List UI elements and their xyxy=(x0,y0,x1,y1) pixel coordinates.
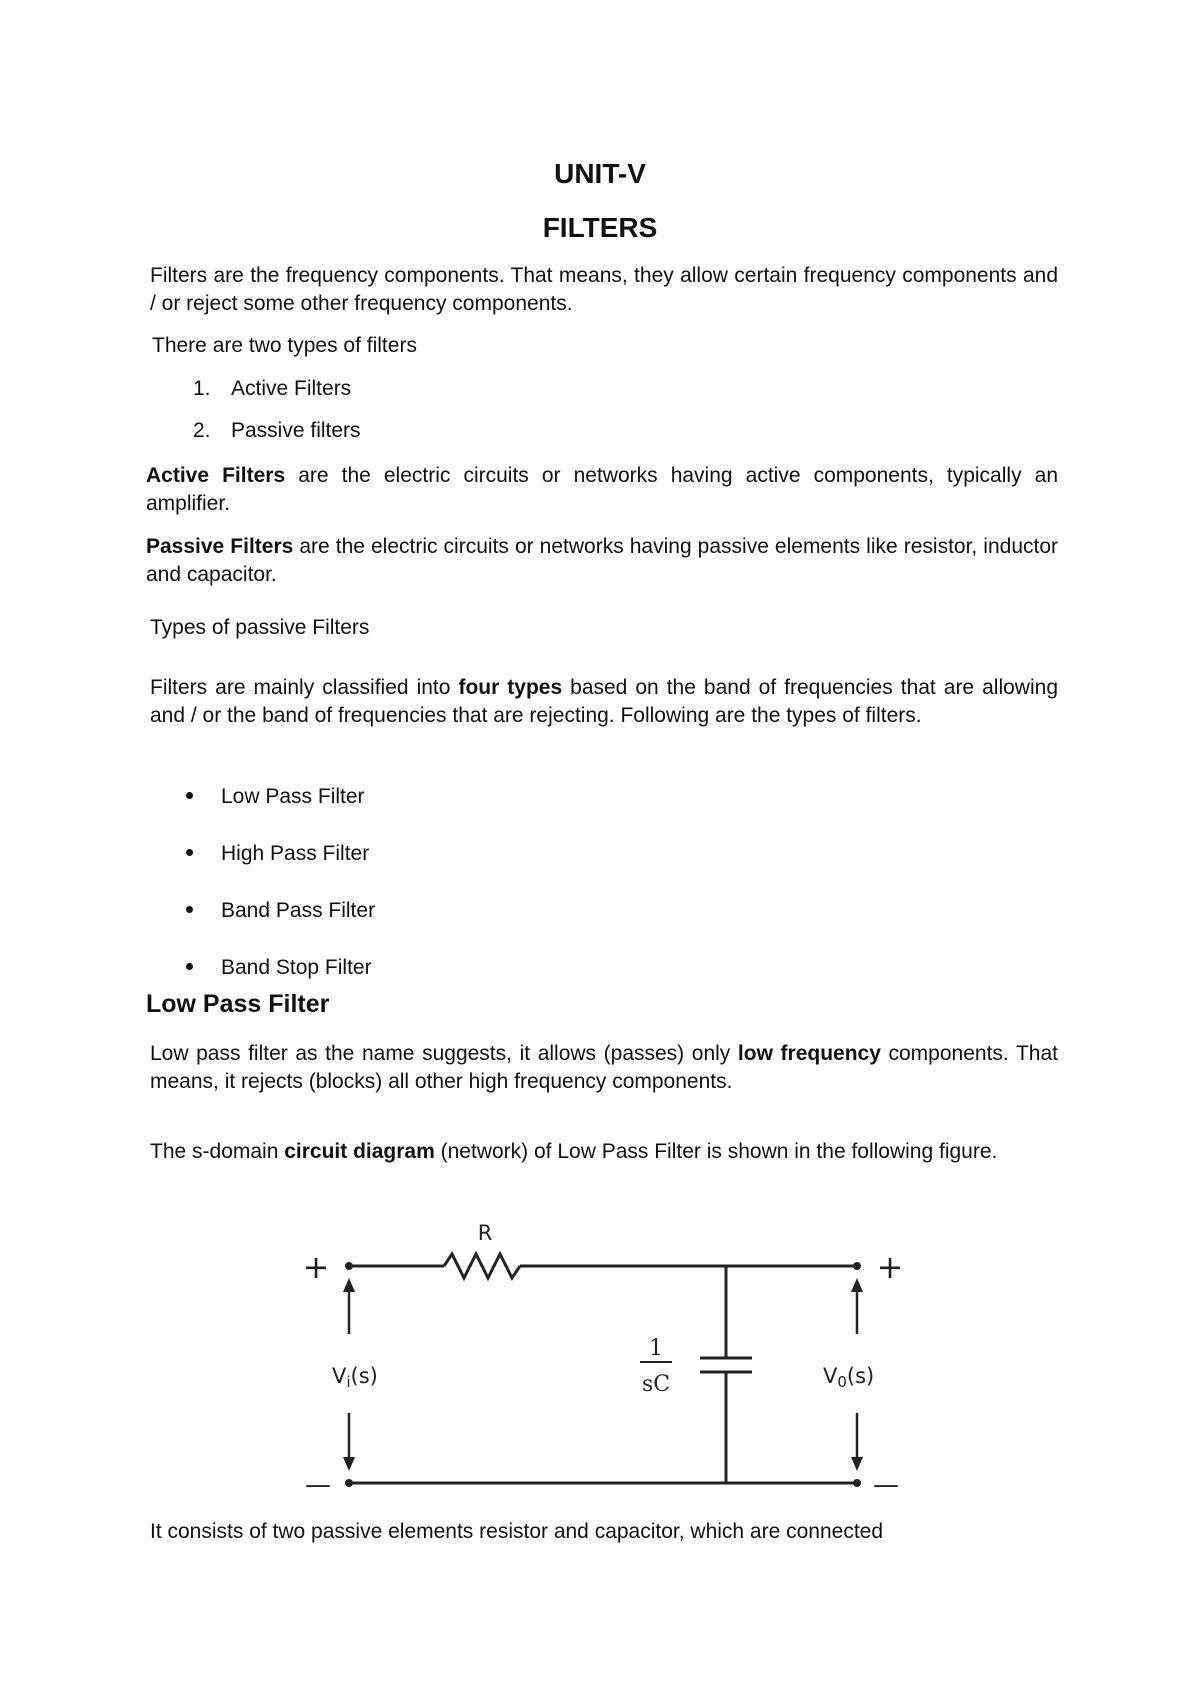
classified-post: based on the band of frequencies that are allowing and / or the band of frequencies that are rejecting. Following are the types of filters. xyxy=(150,676,1058,727)
classified-bold: four types xyxy=(458,676,563,699)
active-rest: are the electric circuits or networks having active components, typically an amplifier. xyxy=(146,464,1058,515)
lpf-heading: Low Pass Filter xyxy=(146,990,330,1018)
arrow-up-icon xyxy=(851,1278,863,1292)
resistor xyxy=(444,1254,520,1278)
list-label: Band Pass Filter xyxy=(221,899,376,922)
active-term: Active Filters xyxy=(146,464,286,487)
vout-plus-sign: + xyxy=(876,1248,904,1286)
sdomain-bold: circuit diagram xyxy=(284,1140,435,1163)
sdomain-post: (network) of Low Pass Filter is shown in the following figure. xyxy=(434,1140,998,1163)
arrow-down-icon xyxy=(851,1457,863,1471)
list-label: Passive filters xyxy=(231,419,361,442)
two-types-line: There are two types of filters xyxy=(152,334,417,357)
classified-pre: Filters are mainly classified into xyxy=(150,676,459,699)
terminal-dot xyxy=(345,1479,353,1487)
vout-minus-sign: — xyxy=(873,1470,899,1500)
sdomain-pre: The s-domain xyxy=(150,1140,285,1163)
vin-plus-sign: + xyxy=(302,1248,330,1286)
cap-numerator: 1 xyxy=(649,1336,663,1361)
terminal-dot xyxy=(853,1479,861,1487)
list-number: 1. xyxy=(193,377,211,400)
page-subtitle: FILTERS xyxy=(542,212,658,243)
terminal-dot xyxy=(853,1262,861,1270)
list-label: High Pass Filter xyxy=(221,842,370,865)
list-label: Band Stop Filter xyxy=(221,956,372,979)
vout-label: V0(s) xyxy=(823,1364,875,1391)
resistor-label: R xyxy=(477,1221,493,1245)
last-line: It consists of two passive elements resistor and capacitor, which are connected xyxy=(150,1520,884,1543)
list-label: Active Filters xyxy=(231,377,352,400)
passive-term: Passive Filters xyxy=(146,535,294,558)
list-label: Low Pass Filter xyxy=(221,785,365,808)
terminal-dot xyxy=(345,1262,353,1270)
intro-paragraph: Filters are the frequency components. That means, they allow certain frequency components and / or reject some other frequency components. xyxy=(150,264,1058,315)
passive-types-heading: Types of passive Filters xyxy=(150,616,370,639)
vin-label: Vi(s) xyxy=(332,1364,378,1391)
arrow-down-icon xyxy=(343,1457,355,1471)
lpf-post: components. That means, it rejects (blocks) all other high frequency components. xyxy=(150,1042,1058,1093)
vin-minus-sign: — xyxy=(305,1470,331,1500)
arrow-up-icon xyxy=(343,1278,355,1292)
lpf-pre: Low pass filter as the name suggests, it allows (passes) only xyxy=(150,1042,738,1065)
cap-denominator: sC xyxy=(641,1372,671,1397)
list-number: 2. xyxy=(193,419,211,442)
lpf-bold: low frequency xyxy=(737,1042,881,1065)
page-title: UNIT-V xyxy=(554,158,646,189)
passive-rest: are the electric circuits or networks having passive elements like resistor, inductor and capacitor. xyxy=(146,535,1059,586)
